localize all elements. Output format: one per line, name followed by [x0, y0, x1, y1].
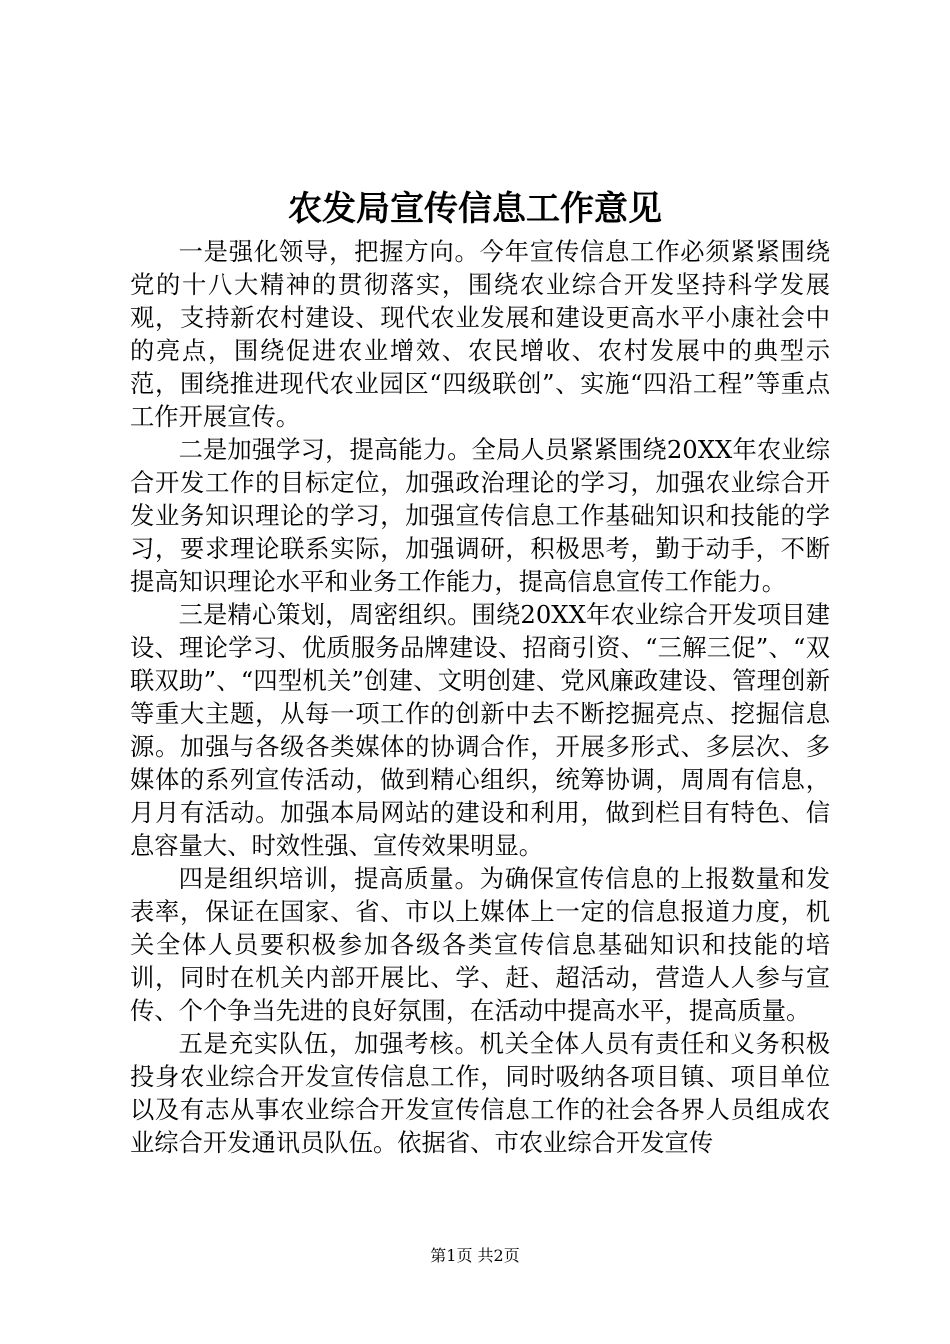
- paragraph-2: 二是加强学习，提高能力。全局人员紧紧围绕20XX年农业综合开发工作的目标定位，加强政治理论的学习，加强农业综合开发业务知识理论的学习，加强宣传信息工作基础知识和技能的学习，要求理论联系实际，加强调研，积极思考，勤于动手，不断提高知识理论水平和业务工作能力，提高信息宣传工作能力。: [130, 435, 830, 596]
- paragraph-4: 四是组织培训，提高质量。为确保宣传信息的上报数量和发表率，保证在国家、省、市以上媒体上一定的信息报道力度，机关全体人员要积极参加各级各类宣传信息基础知识和技能的培训，同时在机关内部开展比、学、赶、超活动，营造人人参与宣传、个个争当先进的良好氛围，在活动中提高水平，提高质量。: [130, 864, 830, 1025]
- page-number-footer: 第1页 共2页: [430, 1246, 520, 1265]
- document-body: [130, 235, 830, 1159]
- paragraph-3: 三是精心策划，周密组织。围绕20XX年农业综合开发项目建设、理论学习、优质服务品牌建设、招商引资、“三解三促”、“双联双助”、“四型机关”创建、文明创建、党风廉政建设、管理创新等重大主题，从每一项工作的创新中去不断挖掘亮点、挖掘信息源。加强与各级各类媒体的协调合作，开展多形式、多层次、多媒体的系列宣传活动，做到精心组织，统筹协调，周周有信息，月月有活动。加强本局网站的建设和利用，做到栏目有特色、信息容量大、时效性强、宣传效果明显。: [130, 600, 830, 860]
- document-title: 农发局宣传信息工作意见: [288, 189, 662, 229]
- paragraph-1: 一是强化领导，把握方向。今年宣传信息工作必须紧紧围绕党的十八大精神的贯彻落实，围绕农业综合开发坚持科学发展观，支持新农村建设、现代农业发展和建设更高水平小康社会中的亮点，围绕促进农业增效、农民增收、农村发展中的典型示范，围绕推进现代农业园区“四级联创”、实施“四沿工程”等重点工作开展宣传。: [130, 237, 830, 431]
- paragraph-5: 五是充实队伍，加强考核。机关全体人员有责任和义务积极投身农业综合开发宣传信息工作，同时吸纳各项目镇、项目单位以及有志从事农业综合开发宣传信息工作的社会各界人员组成农业综合开发通讯员队伍。依据省、市农业综合开发宣传: [130, 1029, 830, 1157]
